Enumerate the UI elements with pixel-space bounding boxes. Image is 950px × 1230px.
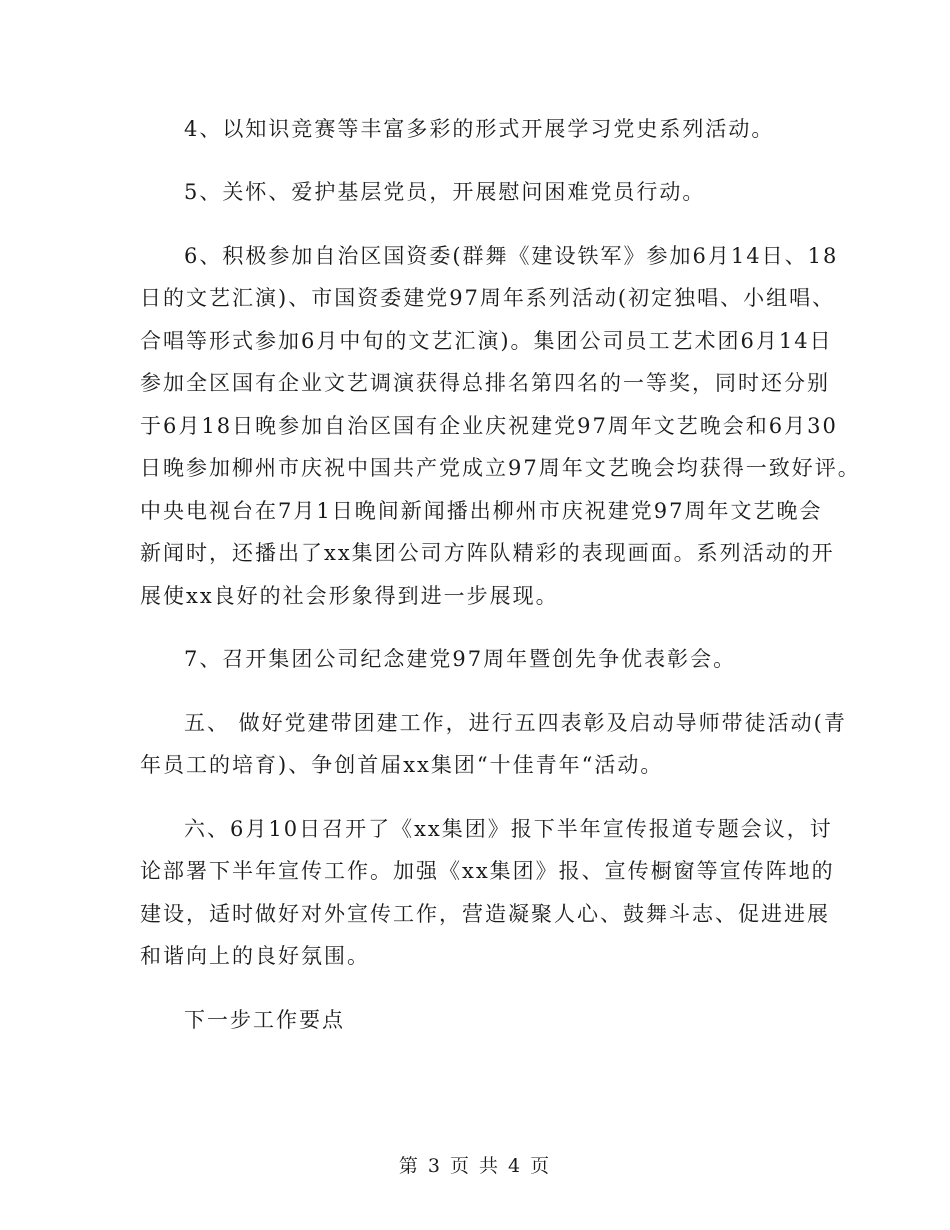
text-line: 中央电视台在7月1日晚间新闻播出柳州市庆祝建党97周年文艺晚会 — [140, 499, 823, 523]
text-line: 五、 做好党建带团建工作，进行五四表彰及启动导师带徒活动(青 — [184, 711, 847, 735]
text-line: 5、关怀、爱护基层党员，开展慰问困难党员行动。 — [184, 180, 706, 204]
text-line: 下一步工作要点 — [184, 1008, 345, 1032]
text-line: 年员工的培育)、争创首届xx集团“十佳青年“活动。 — [140, 753, 664, 777]
text-line: 于6月18日晚参加自治区国有企业庆祝建党97周年文艺晚会和6月30 — [140, 414, 838, 438]
text-line: 论部署下半年宣传工作。加强《xx集团》报、宣传橱窗等宣传阵地的 — [140, 859, 835, 883]
text-line: 六、6月10日召开了《xx集团》报下半年宣传报道专题会议，讨 — [184, 817, 833, 841]
text-line: 建设，适时做好对外宣传工作，营造凝聚人心、鼓舞斗志、促进进展 — [140, 902, 830, 926]
text-line: 6、积极参加自治区国资委(群舞《建设铁军》参加6月14日、18 — [184, 244, 839, 268]
text-line: 和谐向上的良好氛围。 — [140, 944, 370, 968]
text-line: 展使xx良好的社会形象得到进一步展现。 — [140, 584, 559, 608]
text-line: 日晚参加柳州市庆祝中国共产党成立97周年文艺晚会均获得一致好评。 — [140, 456, 861, 480]
text-line: 参加全区国有企业文艺调演获得总排名第四名的一等奖，同时还分别 — [140, 371, 830, 395]
text-line: 7、召开集团公司纪念建党97周年暨创先争优表彰会。 — [184, 647, 737, 671]
text-line: 合唱等形式参加6月中旬的文艺汇演)。集团公司员工艺术团6月14日 — [140, 329, 833, 353]
page-footer: 第 3 页 共 4 页 — [398, 1155, 552, 1177]
text-line: 新闻时，还播出了xx集团公司方阵队精彩的表现画面。系列活动的开 — [140, 541, 835, 565]
text-line: 日的文艺汇演)、市国资委建党97周年系列活动(初定独唱、小组唱、 — [140, 286, 836, 310]
text-line: 4、以知识竞赛等丰富多彩的形式开展学习党史系列活动。 — [184, 117, 775, 141]
